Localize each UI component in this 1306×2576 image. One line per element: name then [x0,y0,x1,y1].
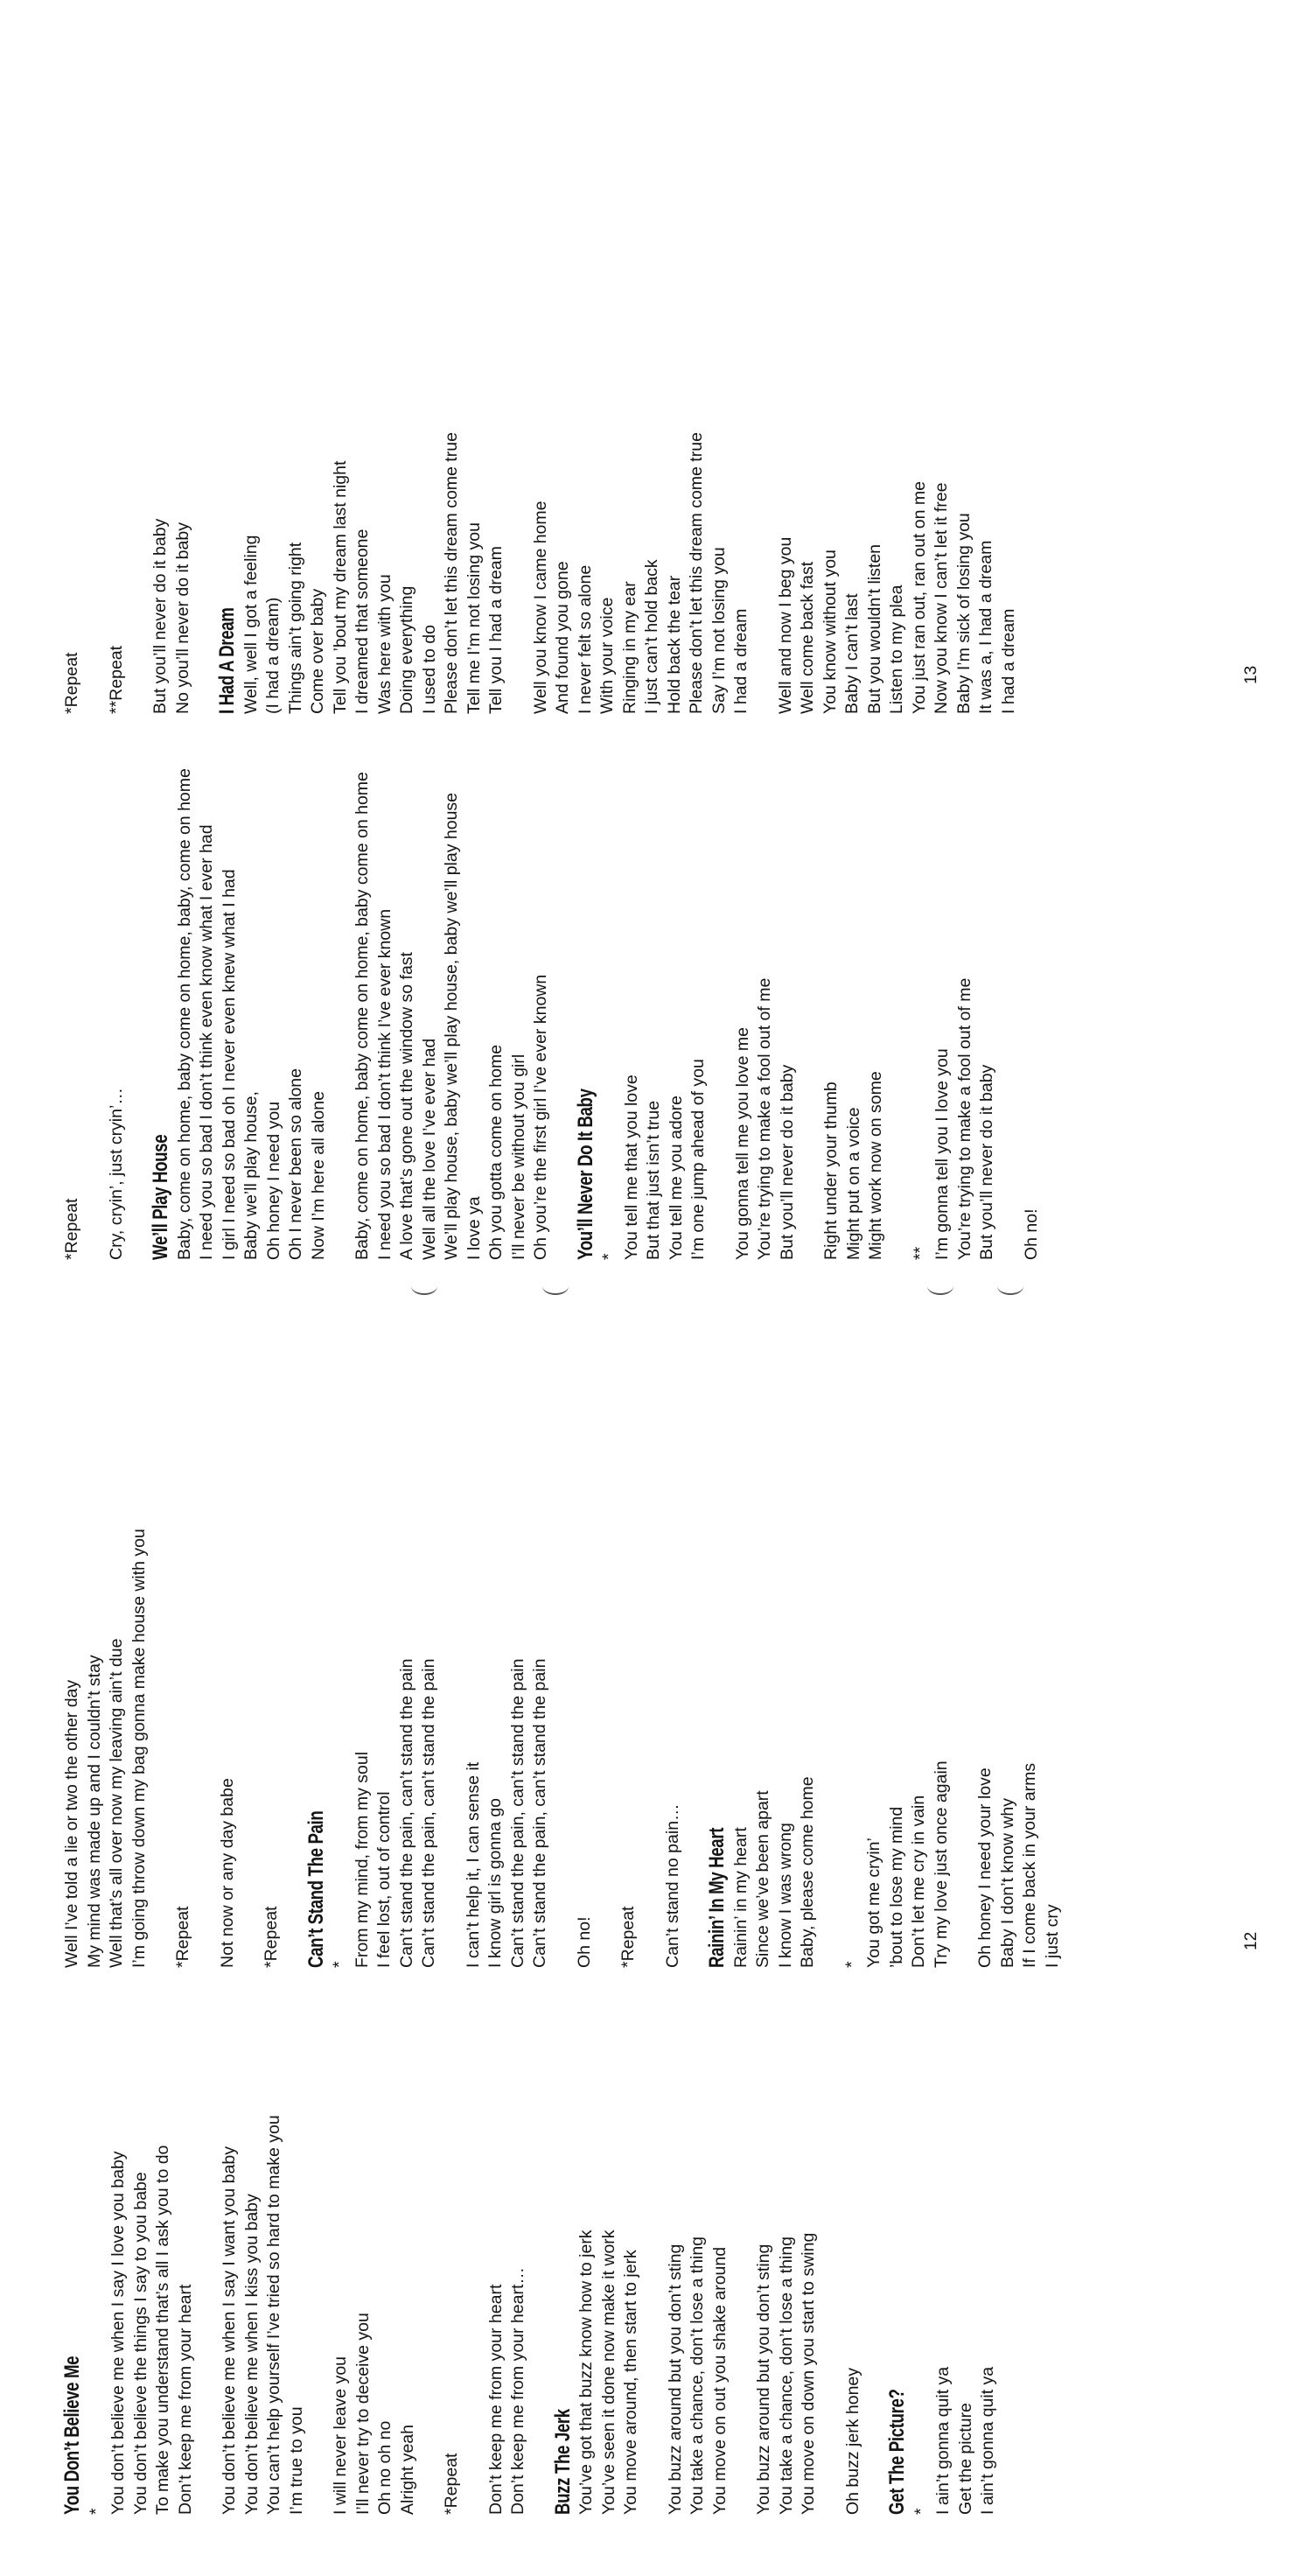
lyric-line: But you’ll never do it baby [150,518,170,714]
page-number: 12 [1242,1931,1261,1950]
lyric-line: I will never leave you [331,2356,350,2515]
lyric-line: If I come back in your arms [1020,1762,1039,1968]
lyric-line: You got me cryin’ [864,1838,883,1968]
lyric-line: But you’ll never do it baby [777,1064,797,1260]
lyrics-stanza [574,1529,597,1968]
lyric-line: Tell you I had a dream [486,546,506,714]
lyric-line: I can’t help it, I can sense it [463,1761,483,1968]
lyric-line: I ain’t gonna quit ya [978,2366,997,2515]
lyric-line: Well come back fast [798,561,817,714]
lyric-line: **Repeat [106,645,126,714]
lyric-line: Since we’ve been apart [753,1790,772,1968]
song-title: Get The Picture? [885,2389,909,2515]
lyric-line: I need you so bad I don’t think even know what I ever had [197,824,216,1260]
lyric-line: You take a chance, don’t lose a thing [688,2236,707,2515]
lyric-line: You don’t believe me when I kiss you baby [241,2194,262,2515]
lyric-line: Rainin’ in my heart [730,1827,751,1968]
lyrics-stanza [219,2115,308,2515]
song-title: Buzz The Jerk [550,2409,575,2515]
lyric-line: I just cry [1042,1904,1062,1968]
lyric-line: Baby we’ll play house, [241,1091,261,1260]
lyric-line: Not now or any day babe [217,1778,237,1968]
lyric-line: I love ya [464,1196,484,1260]
lyric-line: Baby I can’t last [842,593,862,714]
lyrics-stanza [821,768,888,1260]
lyric-line: Don’t keep me from your heart [175,2284,195,2515]
lyric-line: My mind was made up and I couldn’t stay [84,1655,104,1968]
lyrics-stanza [842,2115,865,2515]
lyric-line: Baby I don’t know why [997,1797,1017,1968]
lyric-line: * [599,1253,618,1260]
lyrics-stanza [352,768,553,1260]
lyric-line: But that just isn’t true [644,1100,663,1260]
lyrics-stanza [330,2115,419,2515]
lyric-line: I dreamed that someone [353,528,372,714]
lyric-line: I’m true to you [286,2406,306,2515]
lyric-line: Can’t stand the pain, can’t stand the pain [396,1658,416,1968]
lyric-line: * [911,2508,931,2515]
lyrics-stanza [261,1529,283,1968]
song-title: Can’t Stand The Pain [304,1810,328,1968]
lyric-line: Can’t stand the pain, can’t stand the pain [419,1658,438,1968]
lyric-line: *Repeat [173,1906,192,1968]
lyric-line: You take a chance, don’t lose a thing [776,2236,796,2515]
lyric-line: You tell me you adore [666,1096,686,1260]
lyrics-stanza [106,768,129,1260]
lyric-line: Well that’s all over now my leaving ain’t due [107,1638,126,1968]
lyric-line: Cry, cryin’, just cryin’… [106,1088,126,1260]
lyric-line: You don’t believe me when I say I love you baby [108,2151,128,2515]
lyrics-stanza [217,1529,240,1968]
lyric-line: Please don’t let this dream come true [442,432,461,714]
lyric-line: *Repeat [62,1198,81,1260]
song-title: I Had A Dream [215,607,239,714]
lyric-line: We’ll play house, baby we’ll play house, baby we’ll play house [442,792,461,1260]
lyric-line: You gonna tell me you love me [732,1027,752,1260]
song-block [305,1529,441,1968]
lyric-line: Oh no! [574,1916,594,1968]
lyric-line: To make you understand that’s all I ask you to do [153,2145,172,2515]
lyric-line: I’m gonna tell you I love you [932,1048,952,1260]
lyric-line: Oh no oh no [375,2420,395,2515]
lyrics-stanza [463,1529,552,1968]
lyric-line: You just ran out, ran out on me [909,481,929,714]
lyric-line: Tell me I’m not losing you [464,522,484,714]
lyric-line: From my mind, from my soul [352,1751,372,1968]
lyrics-stanza [61,1529,150,1968]
lyrics-page-left [0,1288,1306,2576]
lyric-line: You move on out you shake around [709,2246,730,2515]
lyric-line: Try my love just once again [931,1760,951,1968]
lyric-line: Might put on a voice [843,1107,863,1260]
lyric-line: Ringing in my ear [619,581,639,714]
lyrics-stanza [753,2115,821,2515]
song-block [575,768,710,1260]
lyric-line: ’bout to lose my mind [886,1806,906,1968]
lyric-line: Can’t stand the pain, can’t stand the pain [530,1658,549,1968]
lyric-line: ** [910,1246,930,1260]
lyric-line: Listen to my plea [887,584,906,714]
lyric-line: * [330,1961,349,1968]
lyric-line: Doing everything [397,585,416,714]
lyric-line: Alright yeah [397,2425,417,2515]
lyric-line: You’re trying to make a fool out of me [954,977,974,1260]
lyric-line: You know without you [820,550,840,714]
lyric-line: Well and now I beg you [775,536,795,714]
lyric-line: I girl I need so bad oh I never even knew what I had [219,869,239,1260]
lyrics-stanza [775,432,1021,714]
lyrics-stanza [732,768,800,1260]
lyric-line: Baby I’m sick of losing you [953,513,974,714]
lyrics-stanza [618,1529,640,1968]
lyric-line: You don’t believe me when I say I want you baby [220,2146,239,2515]
lyric-line: Don’t let me cry in vain [909,1795,928,1968]
song-block [552,2115,643,2515]
lyric-line: Oh you gotta come on home [486,1044,506,1260]
lyrics-stanza [974,1529,1064,1968]
lyrics-stanza [1021,768,1044,1260]
lyric-line: Was here with you [374,574,395,714]
lyric-line: I’ll never be without you girl [508,1054,528,1260]
song-title: You’ll Never Do It Baby [573,1088,597,1260]
lyrics-column [61,1529,1086,1968]
lyric-line: Might work now on some [866,1071,885,1260]
lyric-line: You buzz around but you don’t sting [665,2244,685,2515]
lyric-line: Oh no! [1021,1208,1041,1260]
lyric-line: Say I’m not losing you [709,547,729,714]
lyric-line: Don’t keep me from your heart… [508,2267,527,2515]
lyric-line: Now you know I can’t let it free [932,482,951,714]
lyric-line: I feel lost, out of control [374,1791,394,1968]
lyrics-stanza [61,432,84,714]
lyric-line: Baby, please come home [798,1776,817,1968]
song-block [150,768,330,1260]
lyric-line: Oh buzz jerk honey [842,2367,863,2515]
lyrics-stanza [662,1529,685,1968]
lyric-line: Well I’ve told a lie or two the other day [62,1679,81,1968]
lyrics-stanza [665,2115,732,2515]
lyric-line: Baby, come on home, baby come on home, baby, come on home [174,768,194,1260]
lyric-line: But you’ll never do it baby [977,1064,996,1260]
lyric-line: You’re trying to make a fool out of me [755,977,774,1260]
lyric-line: Well you know I came home [530,500,550,714]
lyric-line: You tell me that you love [621,1074,641,1260]
lyric-line: Oh honey I need you [263,1101,283,1260]
lyric-line: I just can’t hold back [642,559,661,714]
lyrics-stanza [842,1529,953,1968]
lyrics-stanza [441,2115,464,2515]
lyric-line: Please don’t let this dream come true [687,432,706,714]
song-block [886,2115,1000,2515]
lyric-line: Hold back the tear [664,575,684,714]
lyric-line: Can’t stand no pain… [662,1803,682,1968]
lyric-line: Oh you’re the first girl I’ve ever known [531,974,550,1260]
lyric-line: Things ain’t going right [285,542,305,714]
lyrics-column [61,432,1042,714]
lyric-line: You move around, then start to jerk [621,2250,640,2515]
lyric-line: Get the picture [955,2403,975,2515]
lyric-line: *Repeat [62,652,81,714]
lyric-line: No you’ll never do it baby [172,522,192,714]
lyric-line: Right under your thumb [821,1082,841,1260]
lyric-line: Oh I never been so alone [286,1068,305,1260]
lyric-line: Baby, come on home, baby come on home, baby come on home [353,772,372,1260]
song-title: We’ll Play House [149,1134,172,1260]
lyric-line: *Repeat [442,2453,461,2515]
lyric-line: * [842,1961,862,1968]
lyric-line: I used to do [419,625,439,714]
lyric-line: I need you so bad I don’t think I’ve ever known [374,908,395,1260]
lyric-line: Tell you ’bout my dream last night [330,460,350,714]
song-block [216,432,508,714]
lyric-line: *Repeat [618,1906,638,1968]
lyrics-stanza [61,768,84,1260]
lyric-line: I’m one jump ahead of you [688,1059,708,1260]
lyrics-stanza [530,432,753,714]
page-number: 13 [1242,665,1261,684]
lyric-line: It was a, I had a dream [976,540,995,714]
lyric-line: * [86,2508,106,2515]
lyric-line: A love that’s gone out the window so fast [397,952,416,1260]
lyric-line: Can’t stand the pain, can’t stand the pain [507,1658,527,1968]
song-title: You Don’t Believe Me [60,2356,84,2515]
lyric-line: Now I’m here all alone [308,1091,328,1260]
lyric-line: I never felt so alone [575,564,595,714]
lyric-line: You can’t help yourself I’ve tried so hard to make you [264,2115,283,2515]
lyric-line: With your voice [597,597,617,714]
lyrics-stanza [106,432,129,714]
song-block [61,2115,197,2515]
lyrics-column [61,768,1065,1260]
lyric-line: I’m going throw down my bag gonna make house with you [129,1529,149,1968]
lyric-line: I know girl is gonna go [485,1797,505,1968]
lyrics-stanza [150,432,194,714]
lyric-line: I had a dream [998,608,1018,714]
song-title: Rainin’ In My Heart [705,1827,729,1968]
lyric-line: Well all the love I’ve ever had [419,1038,439,1260]
lyrics-stanza [485,2115,530,2515]
lyrics-column [61,2115,1022,2515]
lyric-line: You move on down you start to swing [799,2232,818,2515]
lyric-line: (I had a dream) [263,597,283,714]
lyric-line: You’ve seen it done now make it work [598,2230,618,2515]
lyric-line: You buzz around but you don’t sting [754,2244,773,2515]
lyric-line: You don’t believe the things I say to you babe [130,2172,150,2515]
lyric-line: Well, well I got a feeling [241,535,261,714]
lyrics-stanza [172,1529,195,1968]
lyric-line: Oh honey I need your love [975,1768,995,1968]
lyric-line: I ain’t gonna quit ya [933,2366,953,2515]
lyric-line: I had a dream [731,608,751,714]
lyric-line: But you wouldn’t listen [864,543,884,714]
lyric-line: And found you gone [553,561,572,714]
lyric-line: *Repeat [262,1906,281,1968]
lyric-line: I know I was wrong [775,1823,795,1968]
lyric-line: You’ve got that buzz know how to jerk [576,2230,596,2515]
lyric-line: I’ll never try to deceive you [353,2313,373,2515]
lyric-line: Come over baby [308,588,327,714]
lyric-line: Don’t keep me from your heart [485,2284,506,2515]
song-block [706,1529,820,1968]
lyrics-stanza [910,768,999,1260]
